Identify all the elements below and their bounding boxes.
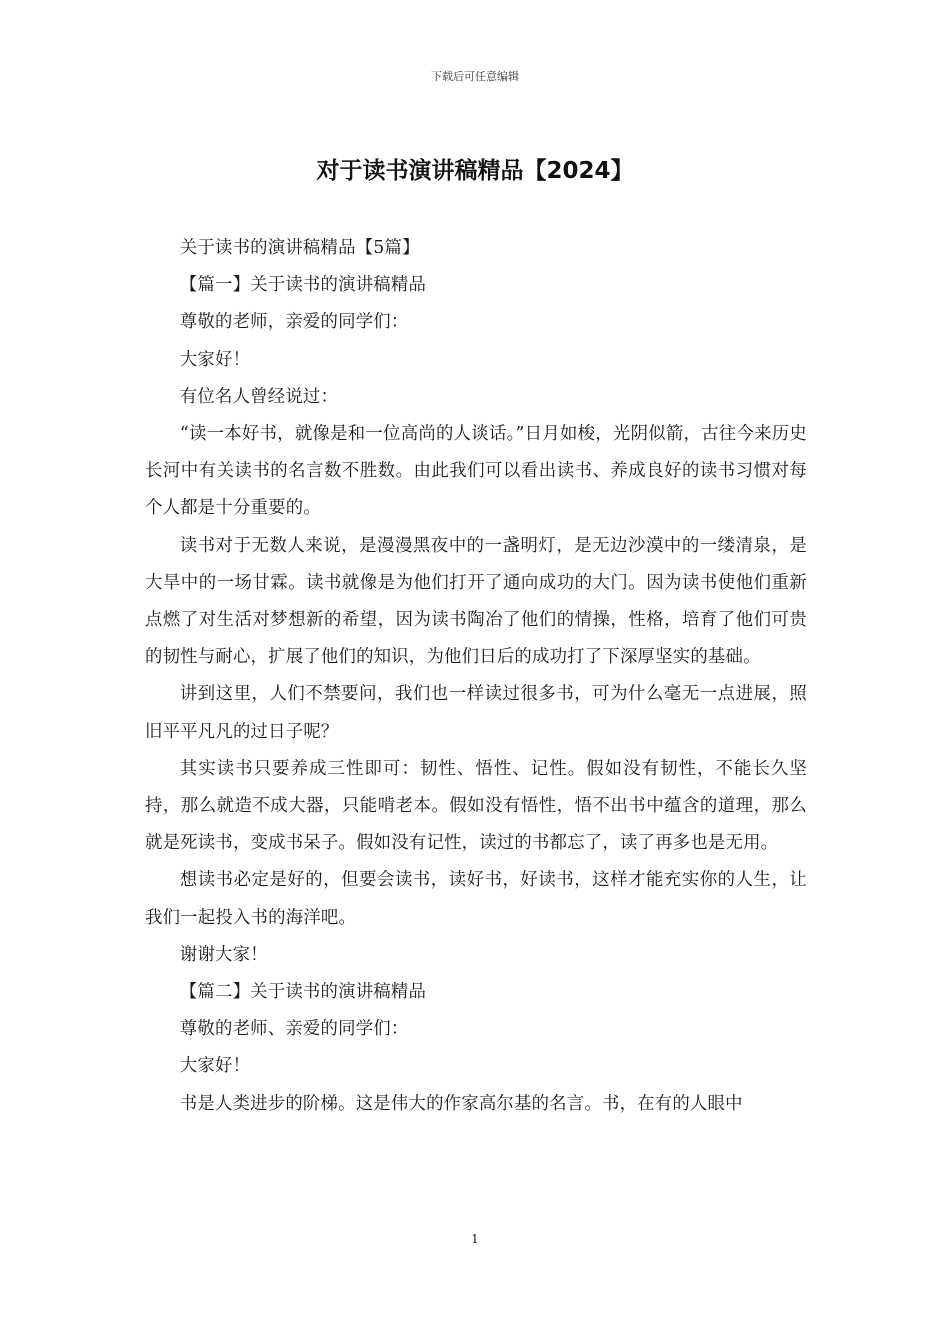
paragraph: 想读书必定是好的，但要会读书，读好书，好读书，这样才能充实你的人生，让我们一起投入书的海洋吧。 [145,870,807,928]
paragraph: 有位名人曾经说过： [179,386,339,407]
section-heading-2: 【篇二】关于读书的演讲稿精品 [179,982,427,1003]
paragraph: 其实读书只要养成三性即可：韧性、悟性、记性。假如没有韧性，不能长久坚持，那么就造不成大器，只能啃老本。假如没有悟性，悟不出书中蕴含的道理，那么就是死读书，变成书呆子。假如没有记性，读过的书都忘了，读了再多也是无用。 [145,758,807,854]
page-header-note: 下载后可任意编辑 [431,70,519,83]
paragraph: 书是人类进步的阶梯。这是伟大的作家高尔基的名言。书，在有的人眼中 [179,1093,743,1114]
salutation: 尊敬的老师、亲爱的同学们： [179,1019,409,1040]
salutation: 尊敬的老师，亲爱的同学们： [179,312,409,333]
greeting: 大家好！ [179,1056,251,1077]
section-heading-1: 【篇一】关于读书的演讲稿精品 [179,275,427,296]
paragraph-intro: 关于读书的演讲稿精品【5篇】 [179,238,420,258]
document-title: 对于读书演讲稿精品【2024】 [316,158,634,184]
paragraph: “读一本好书，就像是和一位高尚的人谈话。”日月如梭，光阴似箭，古往今来历史长河中有关读书的名言数不胜数。由此我们可以看出读书、养成良好的读书习惯对每个人都是十分重要的。 [145,424,807,519]
document-body [145,230,807,1123]
paragraph: 读书对于无数人来说，是漫漫黑夜中的一盏明灯，是无边沙漠中的一缕清泉，是大旱中的一场甘霖。读书就像是为他们打开了通向成功的大门。因为读书使他们重新点燃了对生活对梦想新的希望，因为读书陶冶了他们的情操，性格，培育了他们可贵的韧性与耐心，扩展了他们的知识，为他们日后的成功打了下深厚坚实的基础。 [145,535,807,668]
greeting: 大家好！ [179,349,251,370]
page-number: 1 [471,1232,479,1246]
closing: 谢谢大家！ [179,944,268,965]
paragraph: 讲到这里，人们不禁要问，我们也一样读过很多书，可为什么毫无一点进展，照旧平平凡凡的过日子呢？ [145,684,807,742]
